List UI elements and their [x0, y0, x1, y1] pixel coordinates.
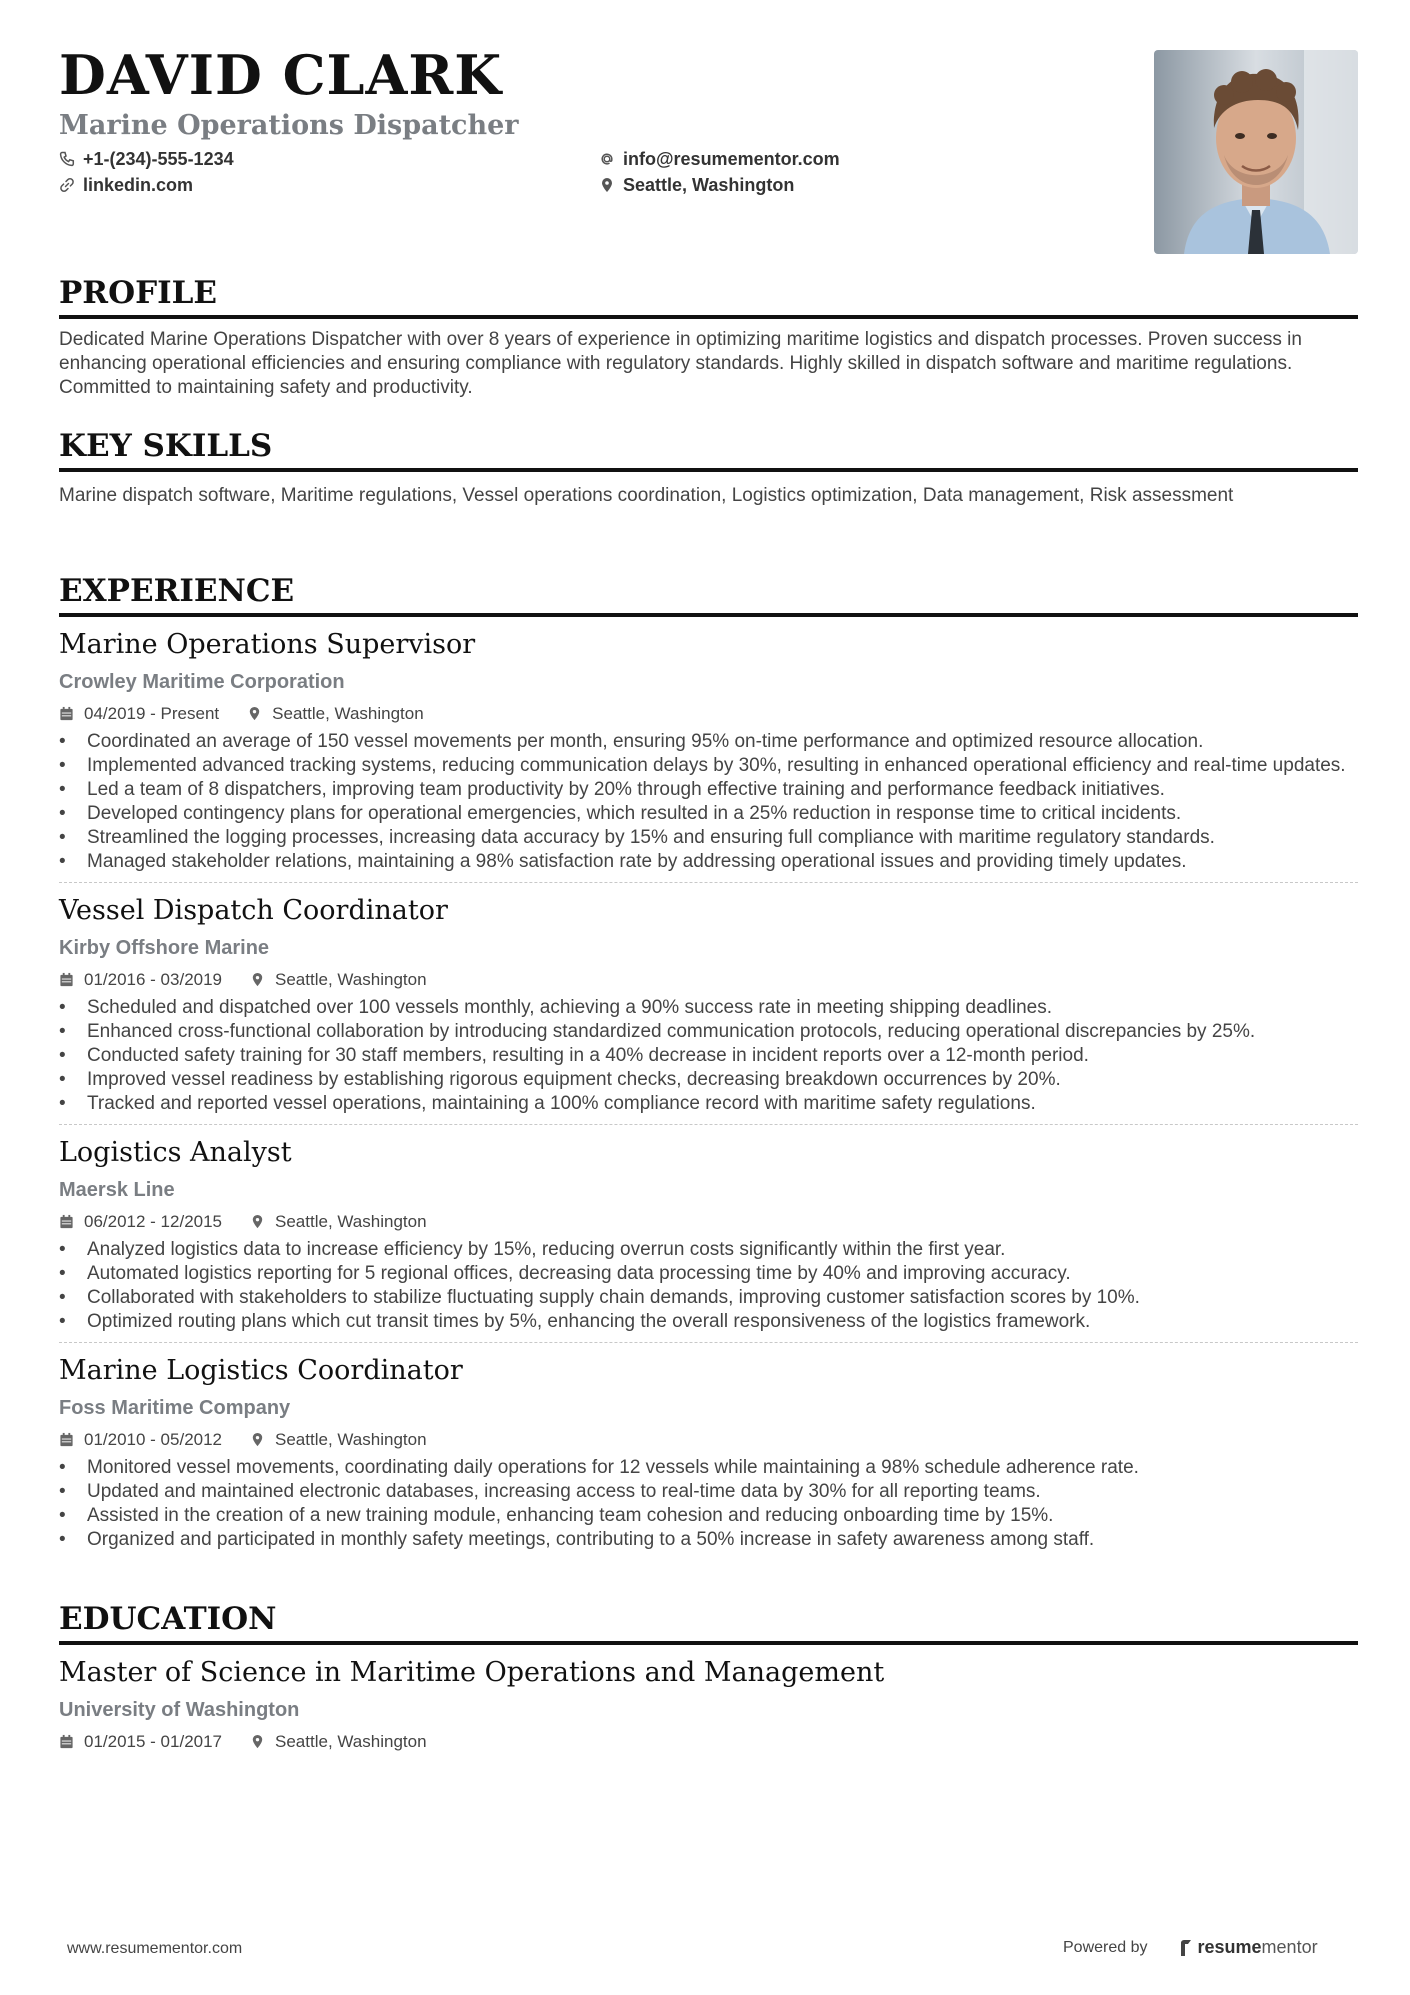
job-bullet: • Enhanced cross-functional collaboration by introducing standardized communication protocols, reducing operational discrepancies by 25%. [59, 1020, 1358, 1044]
brand-bold: resume [1197, 1937, 1262, 1957]
job-entry [59, 631, 1358, 883]
company-name: Kirby Offshore Marine [59, 937, 270, 959]
company-name: Maersk Line [59, 1179, 175, 1201]
location-text: Seattle, Washington [623, 175, 795, 195]
job-bullet: • Developed contingency plans for operational emergencies, which resulted in a 25% reduction in response time to critical incidents. [59, 802, 1358, 826]
education-heading: EDUCATION [59, 1604, 1358, 1645]
job-dates: 01/2010 - 05/2012 [84, 1430, 223, 1449]
brand-mark-icon [1178, 1938, 1194, 1958]
job-divider [59, 882, 1358, 883]
job-bullet: • Monitored vessel movements, coordinating daily operations for 12 vessels while maintaining a 98% schedule adherence rate. [59, 1456, 1358, 1480]
footer-website[interactable]: www.resumementor.com [67, 1940, 243, 1957]
job-dates: 04/2019 - Present [84, 704, 220, 723]
job-entry [59, 897, 1358, 1125]
job-bullet: • Organized and participated in monthly safety meetings, contributing to a 50% increase in safety awareness among staff. [59, 1528, 1358, 1552]
profile-text: Dedicated Marine Operations Dispatcher with over 8 years of experience in optimizing maritime logistics and dispatch processes. Proven success in enhancing operational efficiencies and ensuring compliance with regulatory standards. Highly skilled in dispatch software and maritime regulations. Committed to maintaining safety and productivity. [59, 329, 1302, 398]
location-pin-icon [599, 177, 615, 193]
job-bullet: • Improved vessel readiness by establishing rigorous equipment checks, decreasing breakdown occurrences by 20%. [59, 1068, 1358, 1092]
job-divider [59, 1342, 1358, 1343]
brand-light: mentor [1261, 1937, 1318, 1957]
job-title: Vessel Dispatch Coordinator [59, 895, 448, 926]
powered-by-label: Powered by [1063, 1938, 1148, 1956]
phone-text: +1-(234)-555-1234 [83, 149, 234, 169]
resume-page [59, 0, 1358, 1751]
company-name: Foss Maritime Company [59, 1397, 291, 1419]
skills-section [59, 428, 1358, 508]
experience-section [59, 573, 1358, 1552]
calendar-icon [59, 972, 74, 987]
brand-logo[interactable] [1178, 1937, 1318, 1958]
location-pin-icon [250, 1734, 265, 1749]
calendar-icon [59, 1734, 74, 1749]
job-title: Logistics Analyst [59, 1137, 292, 1168]
profile-photo-image [1154, 50, 1358, 254]
job-bullet: • Tracked and reported vessel operations, maintaining a 100% compliance record with maritime safety regulations. [59, 1092, 1358, 1116]
profile-photo [1154, 50, 1358, 254]
job-bullet: • Collaborated with stakeholders to stabilize fluctuating supply chain demands, improving customer satisfaction scores by 10%. [59, 1286, 1358, 1310]
job-location: Seattle, Washington [275, 1212, 427, 1231]
job-bullet: • Analyzed logistics data to increase efficiency by 15%, reducing overrun costs significantly within the first year. [59, 1238, 1358, 1262]
email-link[interactable]: info@resumementor.com [623, 149, 840, 169]
link-icon [59, 177, 75, 193]
candidate-title: Marine Operations Dispatcher [59, 110, 519, 141]
job-bullet: • Assisted in the creation of a new training module, enhancing team cohesion and reducing onboarding time by 15%. [59, 1504, 1358, 1528]
job-divider [59, 1124, 1358, 1125]
job-bullet: • Streamlined the logging processes, increasing data accuracy by 15% and ensuring full compliance with maritime regulatory standards. [59, 826, 1358, 850]
education-meta [59, 1733, 1358, 1750]
profile-heading: PROFILE [59, 278, 1358, 319]
job-bullet: • Implemented advanced tracking systems, reducing communication delays by 30%, resulting in enhanced operational efficiency and real-time updates. [59, 754, 1358, 778]
job-bullet: • Updated and maintained electronic databases, increasing access to real-time data by 30% for all reporting teams. [59, 1480, 1358, 1504]
job-title: Marine Operations Supervisor [59, 629, 476, 660]
job-title: Marine Logistics Coordinator [59, 1355, 463, 1386]
skills-text: Marine dispatch software, Maritime regulations, Vessel operations coordination, Logistics optimization, Data management, Risk assessment [59, 485, 1234, 506]
job-bullets [59, 1456, 1358, 1552]
job-list [59, 631, 1358, 1552]
profile-section [59, 275, 1358, 400]
phone-icon [59, 151, 75, 167]
job-location: Seattle, Washington [275, 970, 427, 989]
job-meta [59, 1213, 1358, 1230]
job-bullets [59, 730, 1358, 874]
job-meta [59, 1431, 1358, 1448]
contact-phone [59, 150, 234, 168]
contact-email [599, 150, 840, 168]
job-bullet: • Coordinated an average of 150 vessel movements per month, ensuring 95% on-time performance and optimized resource allocation. [59, 730, 1358, 754]
job-bullet: • Scheduled and dispatched over 100 vessels monthly, achieving a 90% success rate in meeting shipping deadlines. [59, 996, 1358, 1020]
job-entry [59, 1357, 1358, 1552]
resume-header [59, 0, 1358, 265]
candidate-name: DAVID CLARK [59, 43, 503, 107]
company-name: Crowley Maritime Corporation [59, 671, 345, 693]
education-section [59, 1601, 1358, 1751]
education-location: Seattle, Washington [275, 1732, 427, 1751]
at-icon [599, 151, 615, 167]
school-name: University of Washington [59, 1699, 300, 1721]
job-bullet: • Led a team of 8 dispatchers, improving team productivity by 20% through effective training and performance feedback initiatives. [59, 778, 1358, 802]
job-meta [59, 971, 1358, 988]
location-pin-icon [250, 1432, 265, 1447]
job-location: Seattle, Washington [275, 1430, 427, 1449]
job-entry [59, 1139, 1358, 1343]
education-dates: 01/2015 - 01/2017 [84, 1732, 223, 1751]
calendar-icon [59, 1214, 74, 1229]
location-pin-icon [250, 1214, 265, 1229]
degree-title: Master of Science in Maritime Operations and Management [59, 1657, 885, 1688]
job-bullet: • Automated logistics reporting for 5 regional offices, decreasing data processing time by 40% and improving accuracy. [59, 1262, 1358, 1286]
location-pin-icon [250, 972, 265, 987]
job-dates: 06/2012 - 12/2015 [84, 1212, 223, 1231]
calendar-icon [59, 1432, 74, 1447]
experience-heading: EXPERIENCE [59, 576, 1358, 617]
footer-branding [1063, 1937, 1318, 1958]
job-meta [59, 705, 1358, 722]
contact-location [599, 176, 794, 194]
job-dates: 01/2016 - 03/2019 [84, 970, 223, 989]
job-bullet: • Managed stakeholder relations, maintaining a 98% satisfaction rate by addressing operational issues and providing timely updates. [59, 850, 1358, 874]
location-pin-icon [247, 706, 262, 721]
skills-heading: KEY SKILLS [59, 431, 1358, 472]
job-location: Seattle, Washington [272, 704, 424, 723]
linkedin-link[interactable]: linkedin.com [83, 175, 194, 195]
contact-linkedin [59, 176, 193, 194]
job-bullets [59, 996, 1358, 1116]
calendar-icon [59, 706, 74, 721]
job-bullet: • Optimized routing plans which cut transit times by 5%, enhancing the overall responsiveness of the logistics framework. [59, 1310, 1358, 1334]
job-bullet: • Conducted safety training for 30 staff members, resulting in a 40% decrease in incident reports over a 12-month period. [59, 1044, 1358, 1068]
job-bullets [59, 1238, 1358, 1334]
